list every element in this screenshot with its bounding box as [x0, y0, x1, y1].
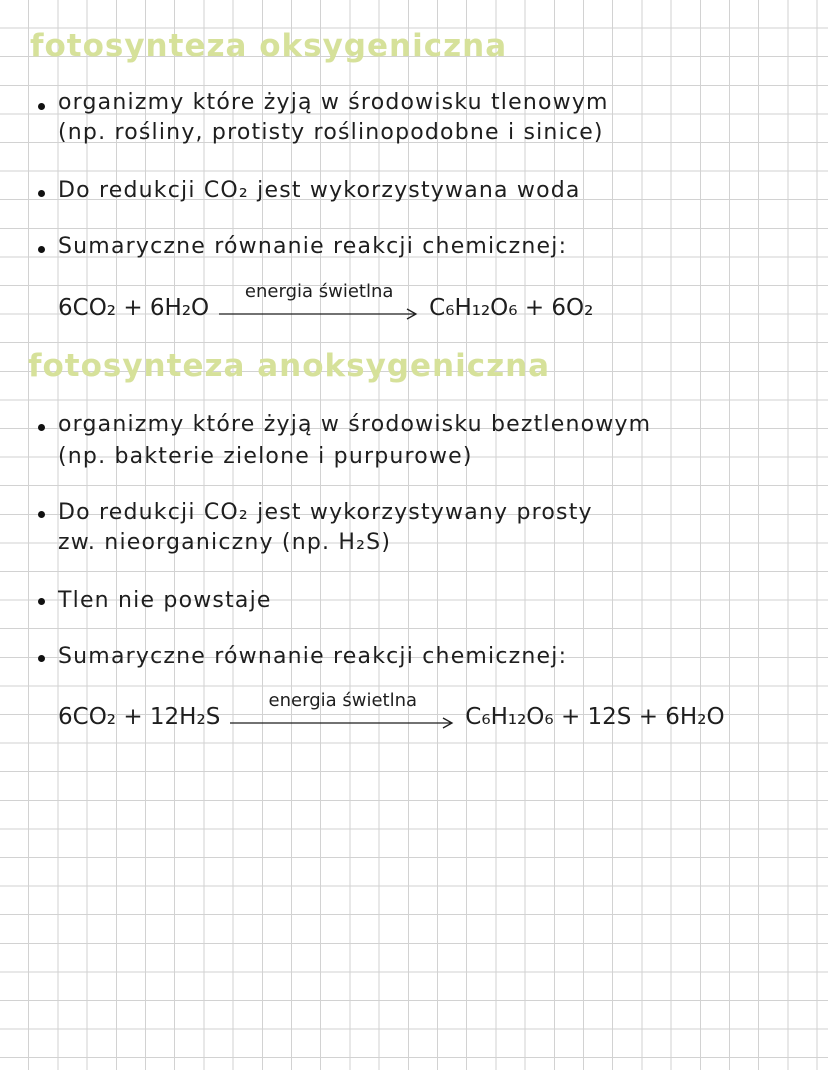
arrow-right-icon: [230, 716, 455, 730]
bullet-icon: [38, 246, 45, 253]
chemical-equation: [58, 281, 594, 321]
arrow-right-icon: [219, 307, 419, 321]
text-line: Sumaryczne równanie reakcji chemicznej:: [58, 644, 568, 669]
chemical-equation: [58, 690, 725, 730]
bullet-icon: [38, 190, 45, 197]
equation-products: C₆H₁₂O₆ + 12S + 6H₂O: [465, 704, 725, 730]
reaction-arrow: [219, 281, 419, 321]
text-line: Do redukcji CO₂ jest wykorzystywana woda: [58, 178, 581, 203]
text-line: Do redukcji CO₂ jest wykorzystywany prosty: [58, 500, 593, 525]
arrow-label: energia świetlna: [244, 281, 394, 302]
text-line: Tlen nie powstaje: [58, 588, 272, 613]
bullet-icon: [38, 424, 45, 431]
equation-products: C₆H₁₂O₆ + 6O₂: [429, 295, 594, 321]
bullet-icon: [38, 511, 45, 518]
text-line: organizmy które żyją w środowisku beztlenowym: [58, 412, 652, 437]
heading-oxygenic: fotosynteza oksygeniczna: [30, 28, 508, 64]
text-line: organizmy które żyją w środowisku tlenowym: [58, 90, 609, 115]
text-line: zw. nieorganiczny (np. H₂S): [58, 530, 392, 555]
text-line: (np. bakterie zielone i purpurowe): [58, 444, 473, 469]
bullet-icon: [38, 655, 45, 662]
text-line: Sumaryczne równanie reakcji chemicznej:: [58, 234, 568, 259]
arrow-label: energia świetlna: [268, 690, 418, 711]
bullet-icon: [38, 103, 45, 110]
bullet-icon: [38, 598, 45, 605]
equation-reactants: 6CO₂ + 6H₂O: [58, 295, 210, 321]
text-line: (np. rośliny, protisty roślinopodobne i sinice): [58, 120, 604, 145]
reaction-arrow: [230, 690, 455, 730]
equation-reactants: 6CO₂ + 12H₂S: [58, 704, 221, 730]
heading-anoxygenic: fotosynteza anoksygeniczna: [28, 348, 551, 384]
